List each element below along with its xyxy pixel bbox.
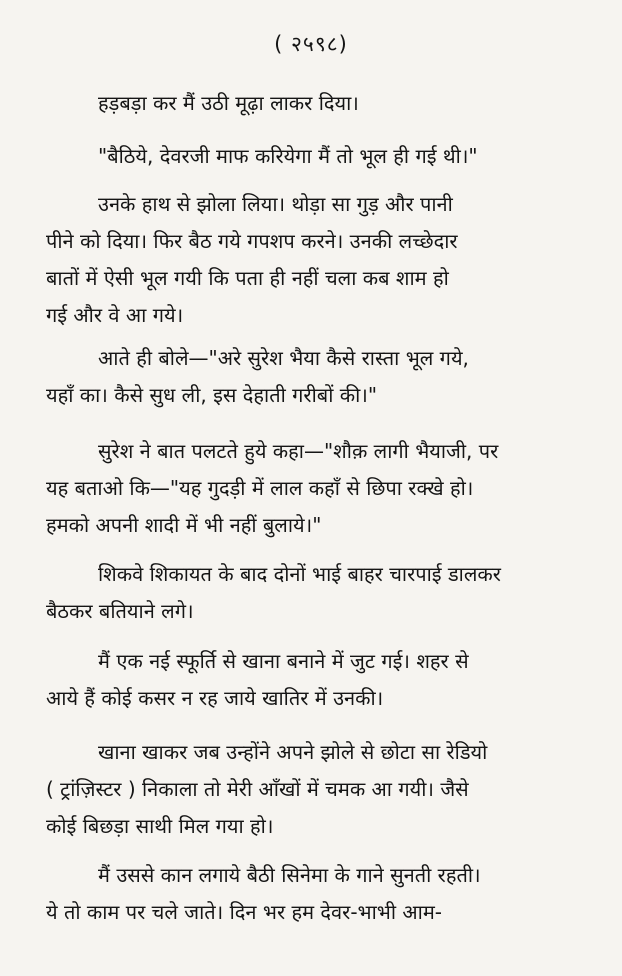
text-line: आये हैं कोई कसर न रह जाये खातिर में उनकी। — [46, 686, 384, 710]
text-line: बातों में ऐसी भूल गयी कि पता ही नहीं चला कब शाम हो — [46, 266, 449, 290]
text-line: बैठकर बतियाने लगे। — [46, 599, 194, 623]
text-line: हड़बड़ा कर मैं उठी मूढ़ा लाकर दिया। — [98, 91, 359, 115]
text-line: सुरेश ने बात पलटते हुये कहा—"शौक़ लागी भैयाजी, पर — [98, 439, 499, 463]
text-line: आते ही बोले—"अरे सुरेश भैया कैसे रास्ता भूल गये, — [98, 346, 469, 370]
text-line: गई और वे आ गये। — [46, 303, 184, 327]
paragraph — [46, 138, 586, 175]
text-line: पीने को दिया। फिर बैठ गये गपशप करने। उनकी लच्छेदार — [46, 229, 458, 253]
text-line: यह बताओ कि—"यह गुदड़ी में लाल कहाँ से छिपा रक्खे हो। — [46, 476, 474, 500]
text-line: शिकवे शिकायत के बाद दोनों भाई बाहर चारपाई डालकर — [98, 562, 501, 586]
text-line: ये तो काम पर चले जाते। दिन भर हम देवर-भाभी आम- — [46, 900, 443, 924]
text-line: हमको अपनी शादी में भी नहीं बुलाये।" — [46, 513, 322, 537]
text-line: मैं एक नई स्फूर्ति से खाना बनाने में जुट गई। शहर से — [98, 649, 469, 673]
text-line: "बैठिये, देवरजी माफ करियेगा मैं तो भूल ही गई थी।" — [98, 144, 478, 168]
paragraph — [46, 85, 586, 122]
text-line: यहाँ का। कैसे सुध ली, इस देहाती गरीबों की।" — [46, 383, 378, 407]
paragraph — [46, 643, 586, 717]
text-line: उनके हाथ से झोला लिया। थोड़ा सा गुड़ और पानी — [98, 192, 453, 216]
text-line: खाना खाकर जब उन्होंने अपने झोले से छोटा सा रेडियो — [98, 740, 488, 764]
page-number: ( २५९८) — [274, 32, 348, 56]
paragraph — [46, 340, 586, 414]
paragraph — [46, 433, 586, 544]
text-line: मैं उससे कान लगाये बैठी सिनेमा के गाने सुनती रहती। — [98, 863, 481, 887]
paragraph — [46, 857, 586, 931]
paragraph — [46, 734, 586, 845]
paragraph — [46, 556, 586, 630]
text-line: ( ट्रांज़िस्टर ) निकाला तो मेरी आँखों में चमक आ गयी। जैसे — [46, 777, 469, 801]
paragraph — [46, 186, 586, 334]
text-line: कोई बिछड़ा साथी मिल गया हो। — [46, 814, 274, 838]
